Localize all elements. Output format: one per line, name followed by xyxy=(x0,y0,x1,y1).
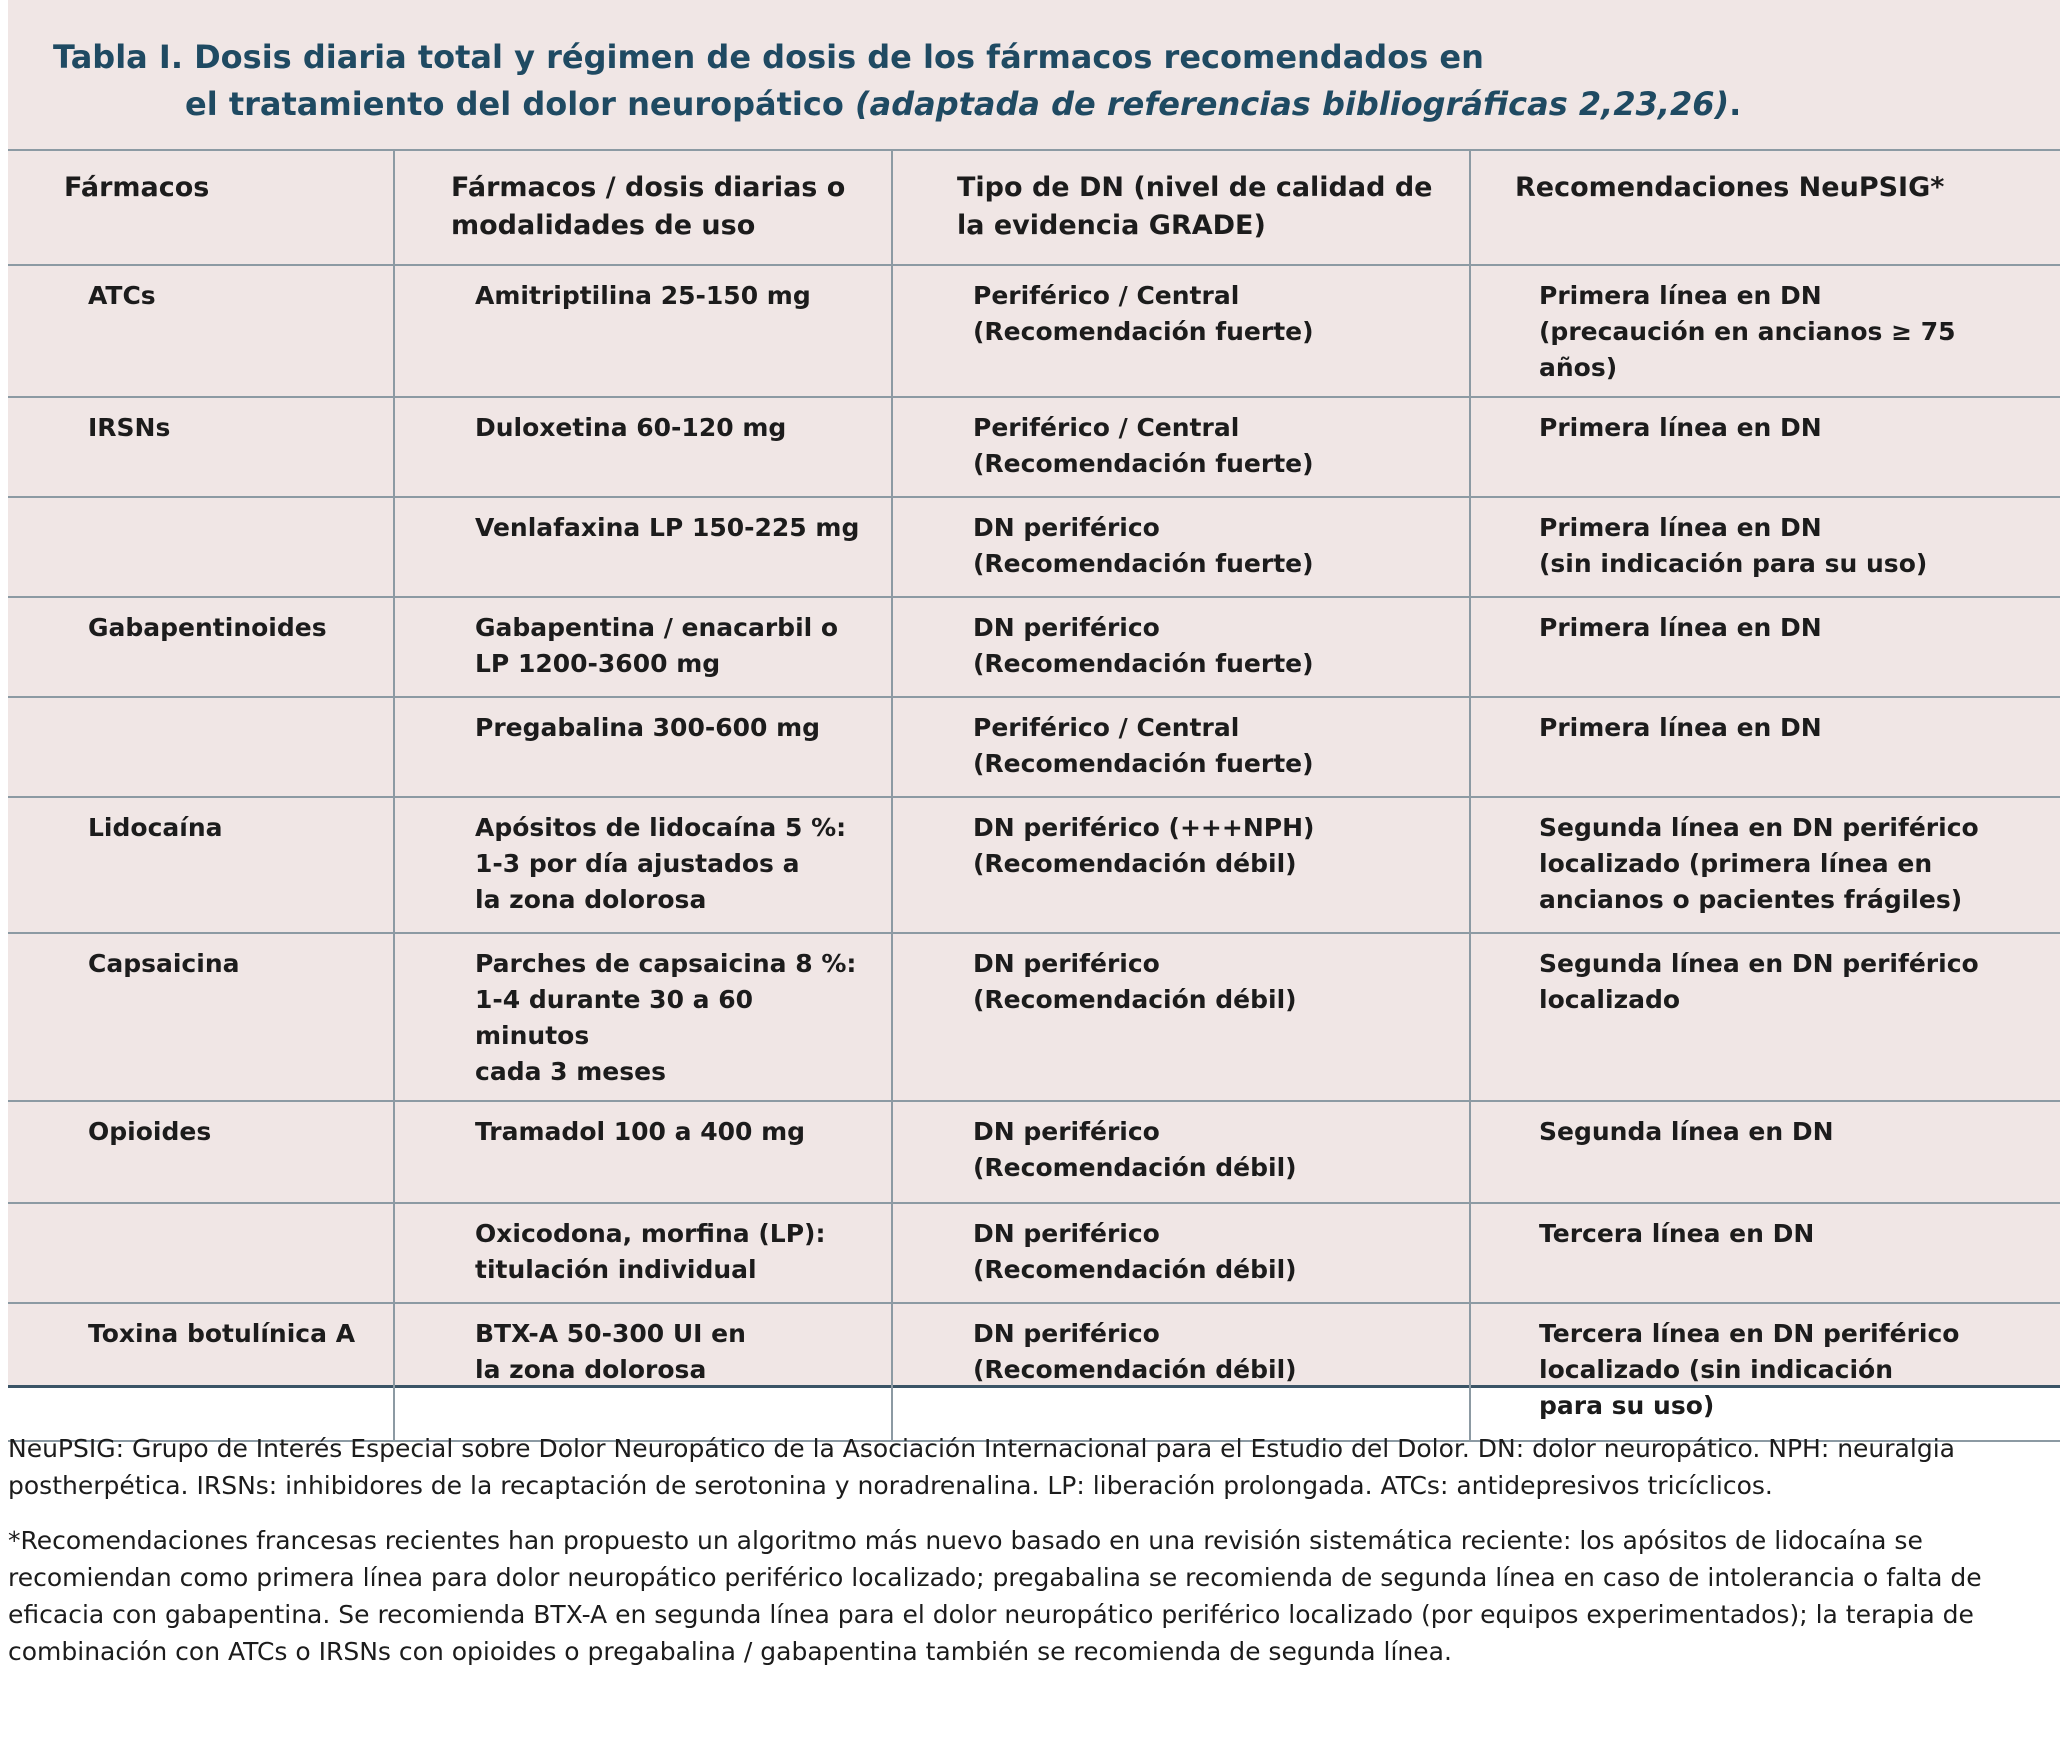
cell-text-line: (Recomendación débil) xyxy=(973,1153,1297,1182)
drug-class-cell xyxy=(8,1101,394,1203)
dn-type-cell xyxy=(892,397,1470,497)
recommendation-cell xyxy=(1470,933,2060,1101)
cell-text-line: BTX-A 50-300 UI en xyxy=(475,1319,746,1348)
cell-text-line: Gabapentinoides xyxy=(88,613,327,642)
recommendation-cell xyxy=(1470,697,2060,797)
dose-cell xyxy=(394,697,892,797)
dose-cell xyxy=(394,797,892,933)
dn-type-cell xyxy=(892,1203,1470,1303)
table-row xyxy=(8,265,2060,397)
cell-text-line: Segunda línea en DN periférico xyxy=(1539,949,1979,978)
cell-text-line: titulación individual xyxy=(475,1255,757,1284)
cell-text-line: DN periférico xyxy=(973,1117,1160,1146)
cell-text-line: Parches de capsaicina 8 %: xyxy=(475,949,857,978)
cell-text-line: Toxina botulínica A xyxy=(88,1319,356,1348)
recommendation-cell xyxy=(1470,797,2060,933)
dn-type-cell xyxy=(892,933,1470,1101)
cell-text-line: Capsaicina xyxy=(88,949,240,978)
dn-type-cell xyxy=(892,697,1470,797)
dn-type-cell xyxy=(892,497,1470,597)
table-row xyxy=(8,797,2060,933)
header-tipo-dn xyxy=(892,150,1470,265)
recommendation-cell xyxy=(1470,597,2060,697)
dn-type-cell xyxy=(892,265,1470,397)
dose-cell xyxy=(394,933,892,1101)
cell-text-line: Duloxetina 60-120 mg xyxy=(475,413,787,442)
cell-text-line: (Recomendación fuerte) xyxy=(973,449,1314,478)
cell-text-line: la zona dolorosa xyxy=(475,1355,707,1384)
cell-text-line: Tercera línea en DN xyxy=(1539,1219,1815,1248)
drug-class-cell xyxy=(8,697,394,797)
drug-class-cell xyxy=(8,797,394,933)
abbreviations-note: NeuPSIG: Grupo de Interés Especial sobre Dolor Neuropático de la Asociación Internacional para el Estudio del Dolor. DN: dolor neuropático. NPH: neuralgia postherpética. IRSNs: inhibidores de la recaptación de serotonina y noradrenalina. LP: liberación prolongada. ATCs: antidepresivos tricíclicos. xyxy=(8,1434,1955,1500)
table-row xyxy=(8,697,2060,797)
table-row xyxy=(8,497,2060,597)
header-text-line: Fármacos xyxy=(64,172,210,203)
table-header-row xyxy=(8,150,2060,265)
drug-class-cell xyxy=(8,933,394,1101)
cell-text-line: DN periférico xyxy=(973,1319,1160,1348)
cell-text-line: DN periférico xyxy=(973,513,1160,542)
recommendation-cell xyxy=(1470,1203,2060,1303)
cell-text-line: (precaución en ancianos ≥ 75 años) xyxy=(1539,317,1956,382)
header-text-line: modalidades de uso xyxy=(451,210,756,241)
drug-class-cell xyxy=(8,497,394,597)
cell-text-line: (Recomendación fuerte) xyxy=(973,749,1314,778)
dn-type-cell xyxy=(892,797,1470,933)
cell-text-line: cada 3 meses xyxy=(475,1057,666,1086)
cell-text-line: Primera línea en DN xyxy=(1539,281,1822,310)
cell-text-line: (Recomendación débil) xyxy=(973,1255,1297,1284)
table-panel xyxy=(8,0,2060,1420)
table-row xyxy=(8,397,2060,497)
table-notes xyxy=(8,1430,2048,1688)
cell-text-line: ATCs xyxy=(88,281,156,310)
cell-text-line: LP 1200-3600 mg xyxy=(475,649,721,678)
table-row xyxy=(8,1303,2060,1441)
table-row xyxy=(8,1203,2060,1303)
title-line-1: Tabla I. Dosis diaria total y régimen de dosis de los fármacos recomendados en xyxy=(53,38,1484,76)
table-body xyxy=(8,265,2060,1441)
cell-text-line: (Recomendación fuerte) xyxy=(973,649,1314,678)
title-line-2-italic: (adaptada de referencias bibliográficas 2,23,26) xyxy=(854,85,1730,123)
cell-text-line: Periférico / Central xyxy=(973,281,1240,310)
cell-text-line: Amitriptilina 25-150 mg xyxy=(475,281,811,310)
cell-text-line: Periférico / Central xyxy=(973,713,1240,742)
cell-text-line: Lidocaína xyxy=(88,813,223,842)
dose-cell xyxy=(394,597,892,697)
cell-text-line: localizado (primera línea en xyxy=(1539,849,1933,878)
cell-text-line: Oxicodona, morfina (LP): xyxy=(475,1219,826,1248)
footnote: *Recomendaciones francesas recientes han propuesto un algoritmo más nuevo basado en una revisión sistemática reciente: los apósitos de lidocaína se recomiendan como primera línea para dolor neuropático periférico localizado; pregabalina se recomienda de segunda línea en caso de intolerancia o falta de eficacia con gabapentina. Se recomienda BTX-A en segunda línea para el dolor neuropático periférico localizado (por equipos experimentados); la terapia de combinación con ATCs o IRSNs con opioides o pregabalina / gabapentina también se recomienda de segunda línea. xyxy=(8,1526,1982,1666)
recommendation-cell xyxy=(1470,397,2060,497)
cell-text-line: (sin indicación para su uso) xyxy=(1539,549,1928,578)
recommendation-cell xyxy=(1470,497,2060,597)
cell-text-line: localizado xyxy=(1539,985,1681,1014)
cell-text-line: (Recomendación débil) xyxy=(973,849,1297,878)
recommendation-cell xyxy=(1470,1303,2060,1441)
header-text-line: Tipo de DN (nivel de calidad de xyxy=(957,172,1433,203)
cell-text-line: Primera línea en DN xyxy=(1539,513,1822,542)
title-line-2-main: el tratamiento del dolor neuropático xyxy=(185,85,855,123)
table-row xyxy=(8,933,2060,1101)
cell-text-line: Tercera línea en DN periférico xyxy=(1539,1319,1960,1348)
cell-text-line: Segunda línea en DN periférico xyxy=(1539,813,1979,842)
header-dosis xyxy=(394,150,892,265)
title-line-2 xyxy=(53,81,2033,128)
header-text-line: Fármacos / dosis diarias o xyxy=(451,172,846,203)
cell-text-line: localizado (sin indicación xyxy=(1539,1355,1894,1384)
cell-text-line: DN periférico xyxy=(973,949,1160,978)
recommendation-cell xyxy=(1470,265,2060,397)
table-row xyxy=(8,1101,2060,1203)
cell-text-line: 1-4 durante 30 a 60 minutos xyxy=(475,985,754,1050)
cell-text-line: Primera línea en DN xyxy=(1539,413,1822,442)
drug-class-cell xyxy=(8,1203,394,1303)
cell-text-line: la zona dolorosa xyxy=(475,885,707,914)
cell-text-line: Primera línea en DN xyxy=(1539,713,1822,742)
recommendation-cell xyxy=(1470,1101,2060,1203)
dose-cell xyxy=(394,265,892,397)
dose-cell xyxy=(394,1303,892,1441)
cell-text-line: DN periférico (+++NPH) xyxy=(973,813,1315,842)
dn-type-cell xyxy=(892,1101,1470,1203)
cell-text-line: para su uso) xyxy=(1539,1391,1715,1420)
drug-class-cell xyxy=(8,597,394,697)
dn-type-cell xyxy=(892,597,1470,697)
header-farmacos xyxy=(8,150,394,265)
cell-text-line: (Recomendación fuerte) xyxy=(973,549,1314,578)
header-recomendaciones xyxy=(1470,150,2060,265)
cell-text-line: Opioides xyxy=(88,1117,212,1146)
cell-text-line: (Recomendación débil) xyxy=(973,985,1297,1014)
cell-text-line: Primera línea en DN xyxy=(1539,613,1822,642)
drug-class-cell xyxy=(8,397,394,497)
cell-text-line: (Recomendación débil) xyxy=(973,1355,1297,1384)
drug-class-cell xyxy=(8,1303,394,1441)
cell-text-line: Tramadol 100 a 400 mg xyxy=(475,1117,806,1146)
cell-text-line: Venlafaxina LP 150-225 mg xyxy=(475,513,860,542)
table-row xyxy=(8,597,2060,697)
header-text-line: la evidencia GRADE) xyxy=(957,210,1266,241)
title-line-2-end: . xyxy=(1729,85,1742,123)
dose-cell xyxy=(394,1101,892,1203)
cell-text-line: Gabapentina / enacarbil o xyxy=(475,613,839,642)
dose-cell xyxy=(394,397,892,497)
header-text-line: Recomendaciones NeuPSIG* xyxy=(1515,172,1945,203)
dn-type-cell xyxy=(892,1303,1470,1441)
cell-text-line: IRSNs xyxy=(88,413,171,442)
cell-text-line: (Recomendación fuerte) xyxy=(973,317,1314,346)
table-title xyxy=(53,34,2033,128)
cell-text-line: DN periférico xyxy=(973,613,1160,642)
drug-class-cell xyxy=(8,265,394,397)
dose-cell xyxy=(394,497,892,597)
cell-text-line: 1-3 por día ajustados a xyxy=(475,849,800,878)
cell-text-line: Pregabalina 300-600 mg xyxy=(475,713,821,742)
cell-text-line: DN periférico xyxy=(973,1219,1160,1248)
cell-text-line: Segunda línea en DN xyxy=(1539,1117,1834,1146)
cell-text-line: ancianos o pacientes frágiles) xyxy=(1539,885,1963,914)
cell-text-line: Apósitos de lidocaína 5 %: xyxy=(475,813,847,842)
drug-table xyxy=(8,149,2060,1442)
dose-cell xyxy=(394,1203,892,1303)
cell-text-line: Periférico / Central xyxy=(973,413,1240,442)
